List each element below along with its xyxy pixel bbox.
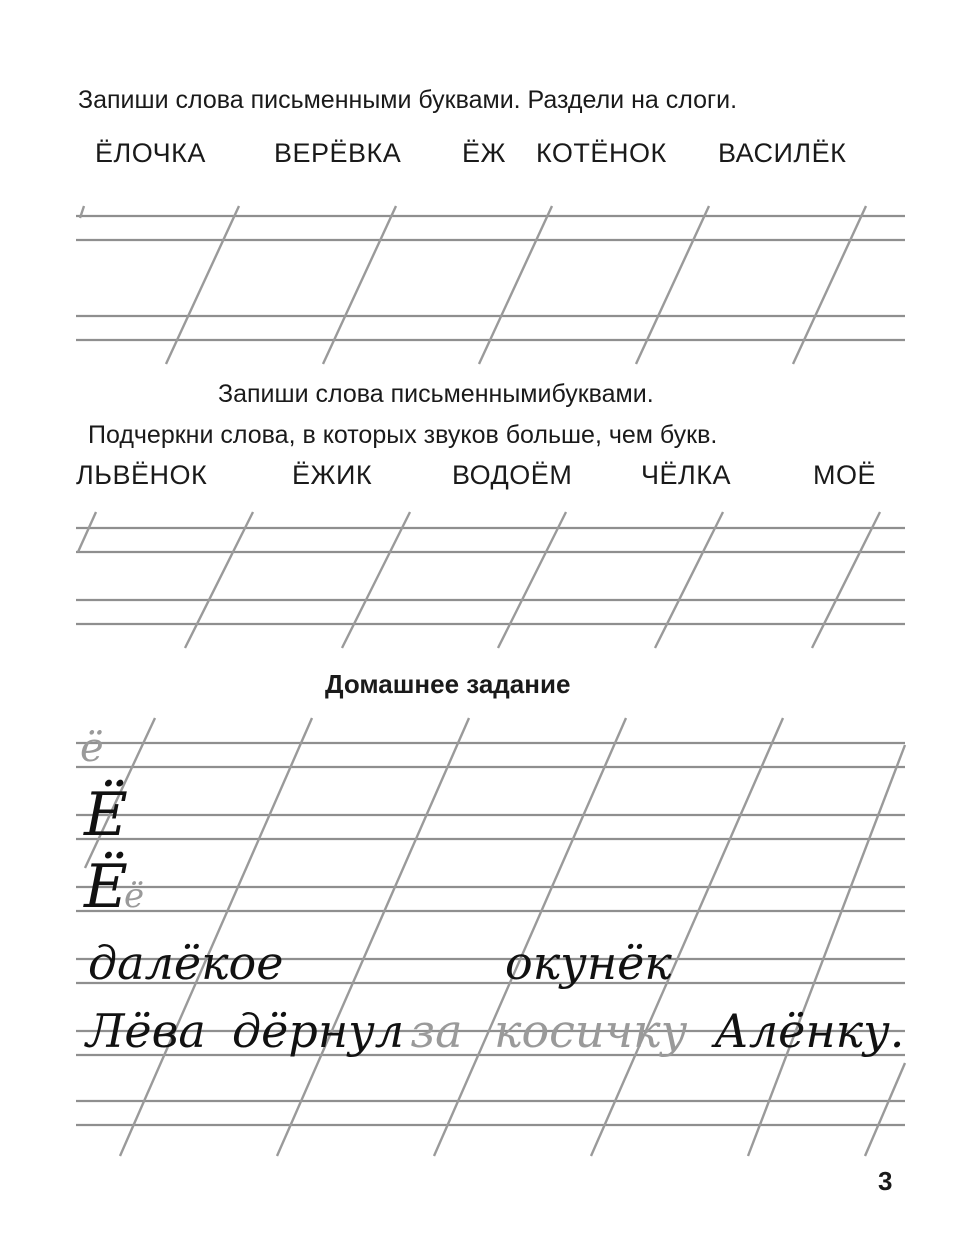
block1-ruling <box>76 216 905 340</box>
cursive-word-daleoe: далёкое <box>88 936 284 990</box>
task2-instruction-line2: Подчеркни слова, в которых звуков больше, чем букв. <box>88 421 718 449</box>
cursive-word-okunek: окунёк <box>505 936 672 990</box>
cursive-small-yo-pair: ё <box>124 876 145 916</box>
task1-instruction: Запиши слова письменными буквами. Раздели на слоги. <box>78 86 738 114</box>
block2-ruling <box>76 528 905 624</box>
cursive-capital-yo: Ё <box>84 780 128 850</box>
task1-word: ВАСИЛЁК <box>718 138 847 168</box>
cursive-sentence-word: косичку <box>494 1004 688 1058</box>
cursive-sentence-word: за <box>410 1004 463 1058</box>
task1-word: КОТЁНОК <box>536 138 667 168</box>
cursive-sentence-word: дёрнул <box>232 1004 405 1058</box>
task2-word: ЁЖИК <box>292 460 373 490</box>
cursive-capital-yo-pair: Ё <box>84 852 128 922</box>
block2-slants <box>78 512 880 648</box>
cursive-sentence-word: Алёнку. <box>714 1004 905 1058</box>
task2-word: ЛЬВЁНОК <box>76 460 208 490</box>
page-number: 3 <box>878 1166 893 1196</box>
task1-word: ЁЛОЧКА <box>95 138 206 168</box>
cursive-sentence-word: Лёва <box>86 1004 206 1058</box>
task1-word: ЁЖ <box>462 138 506 168</box>
homework-title: Домашнее задание <box>325 669 571 699</box>
task2-word: ВОДОЁМ <box>452 460 573 490</box>
task2-instruction-line1: Запиши слова письменнымибуквами. <box>218 380 654 408</box>
task2-word: ЧЁЛКА <box>641 460 731 490</box>
task2-word: МОЁ <box>813 460 877 490</box>
task1-word: ВЕРЁВКА <box>274 138 402 168</box>
cursive-small-yo: ё <box>80 725 104 771</box>
